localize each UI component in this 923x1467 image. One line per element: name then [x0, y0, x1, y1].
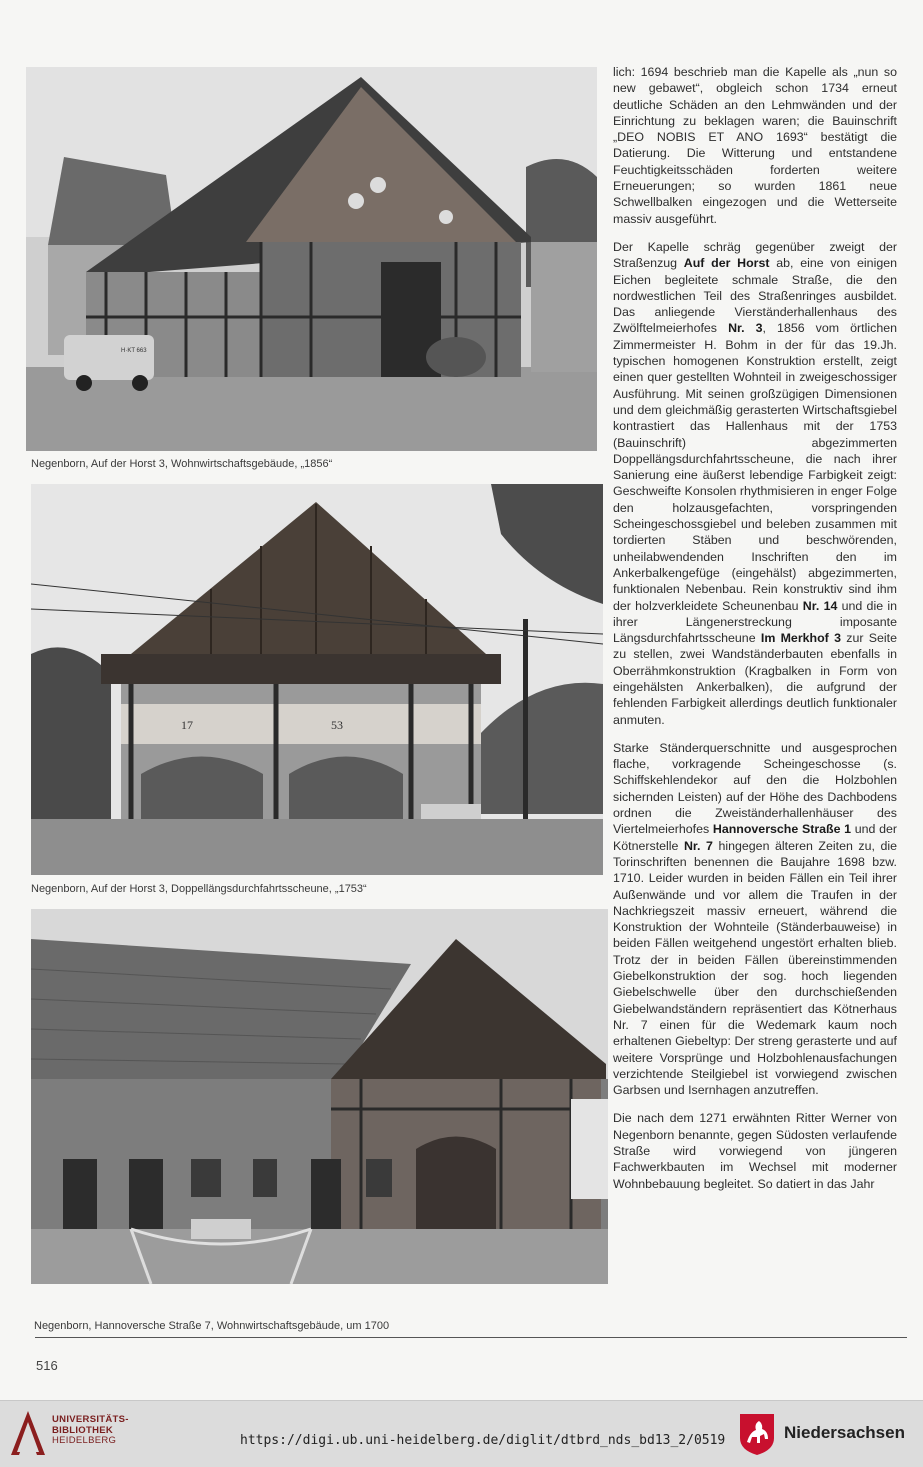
barn-year-left: 17	[181, 718, 193, 732]
heidelberg-library-logo-icon	[8, 1408, 48, 1458]
footer-rule	[35, 1337, 907, 1338]
p3-text-c: und der Kötnerstelle	[613, 822, 898, 853]
paragraph-1: lich: 1694 beschrieb man die Kapelle als „nun so new gebawet“, obgleich schon 1734 erneut deutliche Schäden an den Lehmwänden und der Einrichtung zu beklagen waren; die Bauinschrift „DEO NOBIS ET ANO 1693“ bestätigt die Datierung. Die Witterung und entstandene Feuchtigkeitsschäden forderten weitere Erneuerungen; so wurden 1861 neue Schwellbalken eingezogen und die Wetterseite massiv ausgeführt.	[613, 65, 897, 226]
state-name: Niedersachsen	[784, 1423, 905, 1442]
photo3-caption: Negenborn, Hannoversche Straße 7, Wohnwirtschaftsgebäude, um 1700	[34, 1320, 390, 1332]
barn-year-right: 53	[331, 718, 343, 732]
street-auf-der-horst: Auf der Horst	[683, 256, 770, 271]
paragraph-3	[613, 740, 897, 1099]
p3-text-a: Starke Ständerquerschnitte und ausgesprochen flache, vorkragende Scheingeschosse (s. Schiffskehlendekor auf den die Holzbohlen sichernden Leisten) auf der Höhe des Dachbodens ordnen die Zweiständerhallenhäuser des Viertelmeierhofes	[613, 740, 897, 837]
p2-text-c: ab, eine von einigen Eichen begleitete schmale Straße, die den nordwestlichen Teil des Straßenringes ausbildet. Das anliegende Vierständerhallenhaus des Zwölftelmeierhofes	[613, 256, 897, 336]
house-nr-7: Nr. 7	[683, 838, 713, 853]
paragraph-4: Die nach dem 1271 erwähnten Ritter Werner von Negenborn benannte, gegen Südosten verlaufende Straße wird vorwiegend von jüngeren Fachwerkbauten im Wechsel mit moderner Wohnbebauung begleitet. So datiert in das Jahr	[613, 1111, 897, 1191]
p2-text-g: und die in ihrer Längenerstreckung imposante Längsdurchfahrtsscheune	[613, 598, 897, 646]
library-line-2: BIBLIOTHEK	[52, 1424, 114, 1436]
niedersachsen-horse-crest-icon	[738, 1412, 776, 1456]
street-im-merkhof-3: Im Merkhof 3	[760, 631, 841, 646]
paragraph-2	[613, 239, 897, 728]
library-name	[52, 1415, 129, 1447]
p3-text-e: hingegen älteren Zeiten zu, die Torinschriften benennen die Baujahre 1698 bzw. 1710. Leider wurden in beiden Fällen ein Teil ihrer Außenwände und vor allem die Traufen in der Nachkriegszeit massiv erneuert, während die Konstruktion der Wohnteile (Ständerbauweise) in beiden Fällen weitgehend ungestört erhalten blieb. Trotz der in beiden Fällen übereinstimmenden Giebelkonstruktion der sog. hoch liegenden Giebelschwelle über den durchschießenden Giebelwandständern repräsentiert das Kötnerhaus Nr. 7 einen für die Wedemark kaum noch erhaltenen Giebeltyp: Der streng gerasterte und auf weitere Vorsprünge und Holzbohlenausfachungen verzichtende Steilgiebel ist vorwiegend zwischen Garbsen und Isernhagen anzutreffen.	[613, 838, 897, 1098]
photo-wohnwirtschaftsgebaeude-1856	[26, 67, 597, 451]
photo1-caption: Negenborn, Auf der Horst 3, Wohnwirtschaftsgebäude, „1856“	[31, 458, 333, 470]
article-text-column	[613, 64, 897, 1204]
photo-hannoversche-strasse-7	[31, 909, 608, 1284]
page-number: 516	[36, 1358, 58, 1373]
house-nr-3: Nr. 3	[728, 321, 763, 336]
document-url[interactable]: https://digi.ub.uni-heidelberg.de/diglit/dtbrd_nds_bd13_2/0519	[240, 1433, 726, 1448]
p2-text-i: zur Seite zu stellen, zwei Wandständerbauten ebenfalls in Oberrähmkonstruktion (Kragbalken in Form von eingehälsten Ankerbalken), die aufgrund der fehlenden Farbigkeit allerdings deutlich funktionaler anmuten.	[613, 631, 897, 727]
library-line-1: UNIVERSITÄTS-	[52, 1414, 129, 1425]
photo-doppellaengsdurchfahrtsscheune-1753	[31, 484, 603, 875]
car-license-plate: H·KT 663	[121, 348, 147, 354]
library-line-3: HEIDELBERG	[52, 1435, 117, 1446]
photo2-caption: Negenborn, Auf der Horst 3, Doppellängsdurchfahrtsscheune, „1753“	[31, 883, 367, 895]
p2-text-a: Der Kapelle schräg gegenüber zweigt der Straßenzug	[613, 239, 897, 271]
house-nr-14: Nr. 14	[802, 598, 838, 613]
street-hannoversche-strasse-1: Hannoversche Straße 1	[712, 822, 852, 837]
p2-text-e: , 1856 vom örtlichen Zimmermeister H. Bohm in der für das 19.Jh. typischen homogenen Konstruktion erstellt, zeigt einen quer gestellten Wohnteil in zweigeschossiger Ausführung. Mit seinen großzügigen Dimensionen und dem gleichmäßig gerasterten Wirtschaftsgiebel kontrastiert das Hallenhaus mit der 1753 (Bauinschrift) abgezimmerten Doppellängsdurchfahrtsscheune, die nach ihrer Sanierung eine äußerst lebendige Farbigkeit zeigt: Geschweifte Konsolen rhythmisieren in enger Folge den holzausgefachten, vorspringenden Scheingeschossgiebel und beleben zusammen mit tordierten Stäben und beschwörenden, unheilabwendenden Inschriften den im Ankerbalkengefüge (eingehälst) abgezimmerten, funktionalen Nebenbau. Rein konstruktiv sind ihm der holzverkleidete Scheunenbau	[613, 321, 897, 613]
